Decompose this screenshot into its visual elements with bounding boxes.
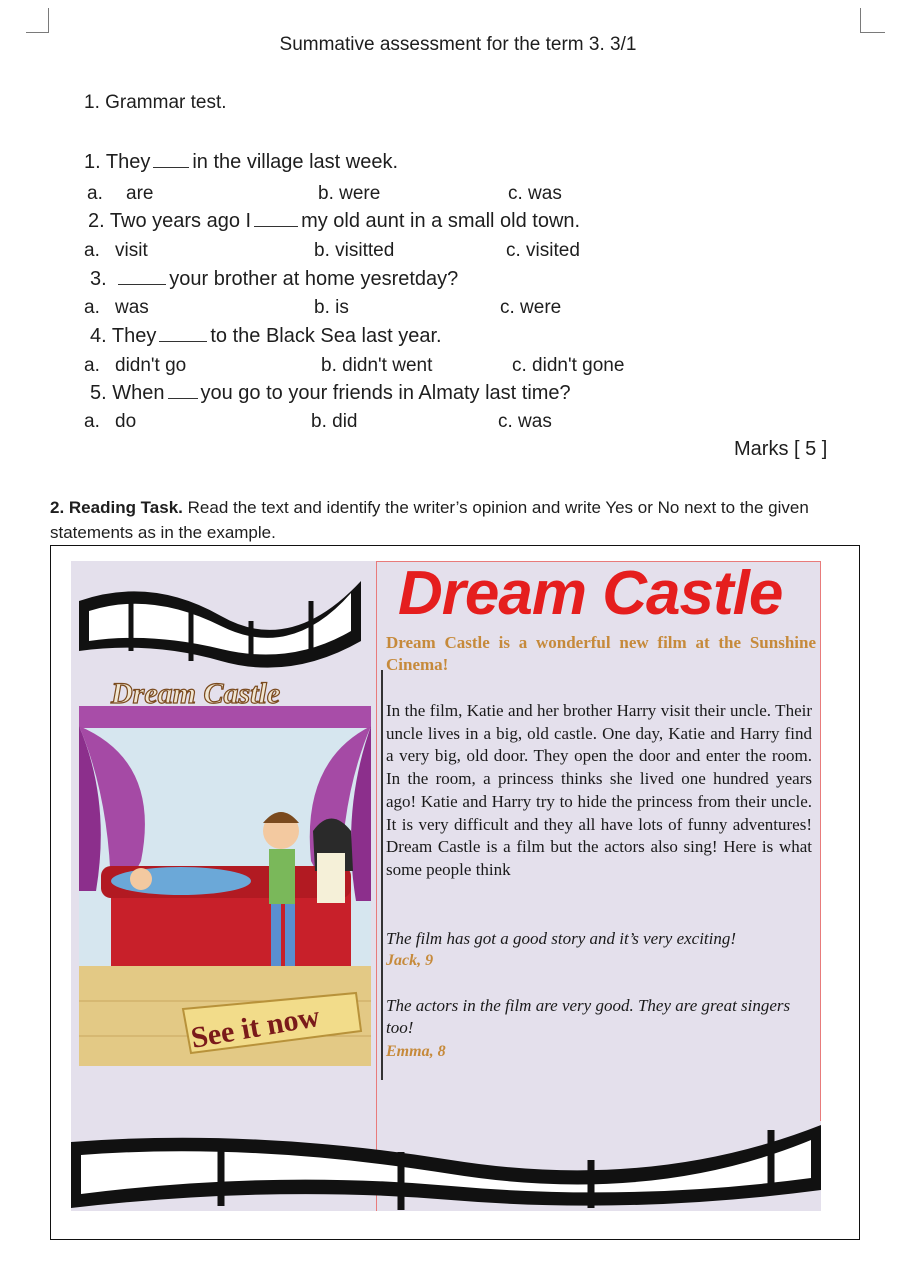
answer-blank (168, 382, 198, 399)
option-b: b. visitted (314, 240, 395, 261)
reading-instruction-text: Read the text and identify the writer’s opinion and write Yes or No next to the given statements as in the example. (50, 498, 809, 542)
corner-mark-left (26, 8, 49, 33)
marks: Marks [ 5 ] (734, 438, 828, 460)
poster-title: Dream Castle (111, 677, 281, 710)
option-b: b. were (318, 183, 381, 204)
divider (820, 561, 821, 1121)
option-c: c. was (508, 183, 562, 204)
option-letter: a. (84, 297, 100, 318)
see-it-now-banner: See it now (188, 999, 323, 1055)
answer-blank (254, 210, 298, 227)
question-text-after: your brother at home yesretday? (169, 268, 459, 290)
question-number: 1. (84, 151, 101, 173)
option-letter: a. (87, 183, 103, 204)
question-text-after: to the Black Sea last year. (210, 325, 442, 347)
question-4 (90, 325, 442, 348)
option-b: b. didn't went (321, 355, 433, 376)
review-quote-2: The actors in the film are very good. They are great singers too! (386, 996, 791, 1037)
page-title: Summative assessment for the term 3. 3/1 (279, 34, 637, 55)
review-name-2: Emma, 8 (386, 1043, 446, 1060)
option-b: b. is (314, 297, 349, 318)
question-number: 5. (90, 382, 107, 404)
option-a: didn't go (115, 355, 187, 376)
question-text-after: you go to your friends in Almaty last time? (200, 382, 571, 404)
option-c: c. was (498, 411, 552, 432)
question-number: 4. (90, 325, 107, 347)
question-3 (90, 268, 458, 291)
answer-blank (118, 268, 166, 285)
question-1 (84, 151, 398, 174)
option-letter: a. (84, 411, 100, 432)
option-a: visit (115, 240, 148, 261)
option-c: c. visited (506, 240, 580, 261)
option-a: was (115, 297, 149, 318)
question-text-after: my old aunt in a small old town. (301, 210, 581, 232)
corner-mark-right (860, 8, 885, 33)
question-text-before: When (112, 382, 165, 404)
film-strip-bottom-icon (71, 1120, 821, 1215)
poster-illustration (71, 561, 381, 1081)
film-intro: Dream Castle is a wonderful new film at the Sunshine Cinema! (386, 633, 816, 674)
option-c: c. didn't gone (512, 355, 625, 376)
question-number: 3. (90, 268, 107, 290)
option-a: are (126, 183, 154, 204)
question-number: 2. (88, 210, 105, 232)
question-text-before: They (105, 151, 151, 173)
option-letter: a. (84, 355, 100, 376)
question-text-before: They (111, 325, 157, 347)
reading-instructions (50, 495, 865, 545)
option-a: do (115, 411, 137, 432)
grammar-heading: 1. Grammar test. (84, 92, 227, 113)
answer-blank (153, 151, 189, 168)
review-name-1: Jack, 9 (386, 952, 434, 969)
text-bar (381, 670, 383, 1080)
question-5 (90, 382, 571, 405)
question-text-before: Two years ago I (109, 210, 252, 232)
film-title: Dream Castle (398, 559, 783, 628)
question-text-after: in the village last week. (192, 151, 399, 173)
question-2 (88, 210, 580, 233)
option-letter: a. (84, 240, 100, 261)
film-strip-icon (79, 581, 361, 668)
review-quote-1: The film has got a good story and it’s very exciting! (386, 929, 737, 948)
option-c: c. were (500, 297, 562, 318)
reading-heading: 2. Reading Task. (50, 498, 183, 517)
option-b: b. did (311, 411, 358, 432)
film-story: In the film, Katie and her brother Harry visit their uncle. Their uncle lives in a big, old castle. One day, Katie and Harry find a very big, old door. They open the door and enter the room. In the room, a princess thinks she lived one hundred years ago! Katie and Harry try to hide the princess from their uncle. It is very difficult and they all have lots of funny adventures! Dream Castle is a film but the actors also sing! Here is what some people think (386, 701, 812, 879)
answer-blank (159, 325, 207, 342)
